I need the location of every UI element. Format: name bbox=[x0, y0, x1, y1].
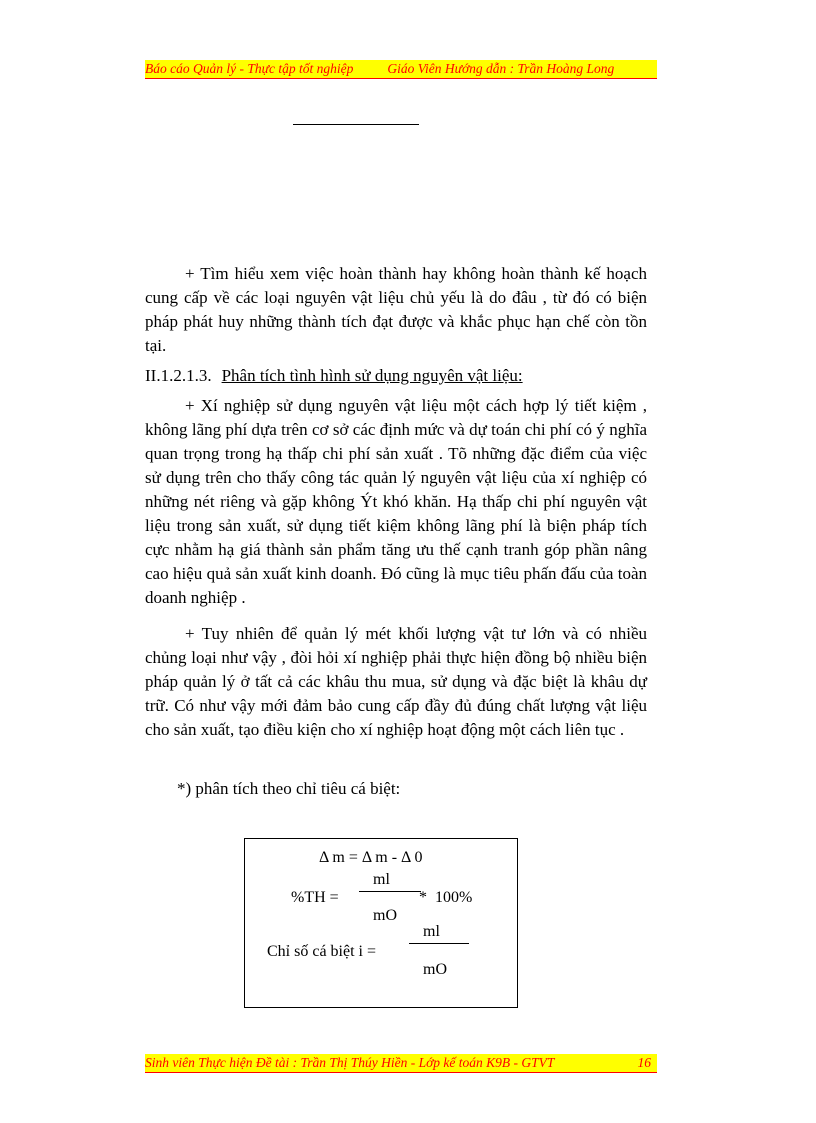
ci-label: Chỉ số cá biệt i = bbox=[267, 943, 377, 960]
th-percent: 100% bbox=[435, 889, 473, 906]
header-right: Giáo Viên Hướng dẫn : Trần Hoàng Long bbox=[387, 61, 615, 76]
paragraph-3-text: + Tuy nhiên để quản lý mét khối lượng vật tư lớn và có nhiều chủng loại như vậy , đòi hỏi xí nghiệp phải thực hiện đồng bộ nhiều biện pháp quản lý ở tất cả các khâu thu mua, sử dụng và đặc biệt là khâu dự trữ. Có như vậy mới đảm bảo cung cấp đầy đủ đúng chất lượng vật liệu cho sản xuất, tạo điều kiện cho xí nghiệp hoạt động một cách liên tục . bbox=[145, 624, 647, 739]
ci-denominator: mO bbox=[423, 961, 447, 978]
paragraph-3 bbox=[145, 622, 647, 742]
section-title: Phân tích tình hình sử dụng nguyên vật liệu: bbox=[221, 366, 523, 385]
formula-delta-line: Δ m = Δ m - Δ 0 bbox=[319, 849, 423, 866]
header-rule bbox=[145, 78, 657, 79]
ci-numerator: ml bbox=[423, 923, 440, 940]
paragraph-2-text: + Xí nghiệp sử dụng nguyên vật liệu một cách hợp lý tiết kiệm , không lãng phí dựa trên cơ sở các định mức và dự toán chi phí có ý nghĩa quan trọng trong hạ thấp chi phí sản xuất . Tõ những đặc điểm của việc sử dụng trên cho thấy công tác quản lý nguyên vật liệu của xí nghiệp có những nét riêng và gặp không Ýt khó khăn. Hạ thấp chi phí nguyên vật liệu trong sản xuất, sử dụng tiết kiệm không lãng phí là biện pháp tích cực nhằm hạ giá thành sản phẩm tăng ưu thế cạnh tranh góp phần nâng cao hiệu quả sản xuất kinh doanh. Đó cũng là mục tiêu phấn đấu của toàn doanh nghiệp . bbox=[145, 396, 647, 607]
short-divider bbox=[293, 124, 419, 125]
page-footer bbox=[145, 1054, 657, 1072]
page-number: 16 bbox=[637, 1055, 651, 1070]
section-number: II.1.2.1.3. bbox=[145, 366, 212, 385]
ci-fraction-bar bbox=[409, 943, 469, 944]
paragraph-1-text: + Tìm hiểu xem việc hoàn thành hay không hoàn thành kế hoạch cung cấp về các loại nguyên vật liệu chủ yếu là do đâu , từ đó có biện pháp phát huy những thành tích đạt được và khắc phục hạn chế còn tồn tại. bbox=[145, 264, 647, 355]
th-denominator: mO bbox=[373, 907, 397, 924]
subheading: *) phân tích theo chỉ tiêu cá biệt: bbox=[177, 779, 401, 798]
footer-rule bbox=[145, 1072, 657, 1073]
th-label: %TH = bbox=[291, 889, 339, 906]
paragraph-1 bbox=[145, 262, 647, 358]
paragraph-2 bbox=[145, 394, 647, 610]
section-heading bbox=[145, 364, 523, 388]
th-fraction-bar bbox=[359, 891, 421, 892]
header-left: Báo cáo Quản lý - Thực tập tốt nghiệp bbox=[145, 61, 354, 76]
footer-text: Sinh viên Thực hiện Đề tài : Trần Thị Thúy Hiền - Lớp kế toán K9B - GTVT bbox=[145, 1055, 555, 1070]
th-times: * bbox=[419, 889, 427, 906]
th-numerator: ml bbox=[373, 871, 390, 888]
formula-box bbox=[244, 838, 518, 1008]
page-header bbox=[145, 60, 657, 78]
